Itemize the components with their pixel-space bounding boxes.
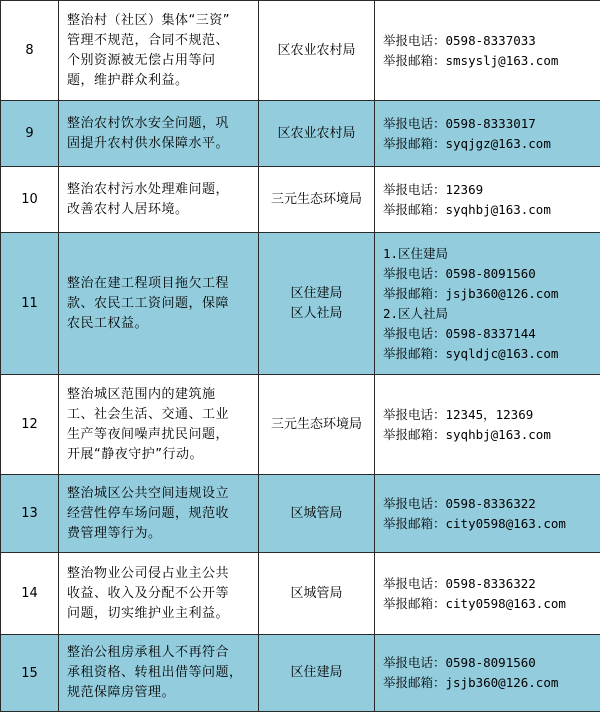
contact-line: 1.区住建局 xyxy=(383,244,600,264)
item-text-line: 费管理等行为。 xyxy=(67,524,254,544)
responsible-department xyxy=(259,167,375,233)
rectification-item xyxy=(59,475,259,553)
item-text-line: 承租资格、转租出借等问题， xyxy=(67,663,254,683)
item-text-line: 问题，切实维护业主利益。 xyxy=(67,604,254,624)
department-name: 区农业农村局 xyxy=(259,124,374,144)
item-text-line: 整治在建工程项目拖欠工程 xyxy=(67,274,254,294)
contact-line: 举报电话：0598-8091560 xyxy=(383,264,600,284)
contact-line: 举报邮箱：syqhbj@163.com xyxy=(383,425,600,445)
item-text-line: 改善农村人居环境。 xyxy=(67,200,254,220)
rectification-item xyxy=(59,375,259,475)
table-row xyxy=(1,101,600,167)
rectification-item xyxy=(59,1,259,101)
contact-line: 2.区人社局 xyxy=(383,304,600,324)
contact-line: 举报电话：0598-8091560 xyxy=(383,653,600,673)
row-number: 9 xyxy=(1,101,59,167)
report-contact xyxy=(375,233,600,375)
report-contact xyxy=(375,101,600,167)
report-contact xyxy=(375,1,600,101)
department-name: 区城管局 xyxy=(259,584,374,604)
row-number: 12 xyxy=(1,375,59,475)
report-contact xyxy=(375,475,600,553)
contact-line: 举报电话：0598-8337144 xyxy=(383,324,600,344)
item-text-line: 整治城区公共空间违规设立 xyxy=(67,484,254,504)
item-text-line: 生产等夜间噪声扰民问题， xyxy=(67,425,254,445)
responsible-department xyxy=(259,635,375,712)
table-row xyxy=(1,475,600,553)
contact-line: 举报邮箱：smsyslj@163.com xyxy=(383,51,600,71)
report-contact xyxy=(375,167,600,233)
row-number: 10 xyxy=(1,167,59,233)
table-row xyxy=(1,553,600,635)
contact-line: 举报邮箱：syqhbj@163.com xyxy=(383,200,600,220)
responsible-department xyxy=(259,101,375,167)
contact-line: 举报邮箱：city0598@163.com xyxy=(383,514,600,534)
item-text-line: 收益、收入及分配不公开等 xyxy=(67,584,254,604)
contact-line: 举报电话：0598-8336322 xyxy=(383,574,600,594)
item-text-line: 整治公租房承租人不再符合 xyxy=(67,643,254,663)
item-text-line: 整治物业公司侵占业主公共 xyxy=(67,564,254,584)
row-number: 8 xyxy=(1,1,59,101)
table-row xyxy=(1,375,600,475)
item-text-line: 开展“静夜守护”行动。 xyxy=(67,445,254,465)
report-contact xyxy=(375,375,600,475)
item-text-line: 题，维护群众利益。 xyxy=(67,71,254,91)
row-number: 14 xyxy=(1,553,59,635)
table-row xyxy=(1,233,600,375)
item-text-line: 整治农村污水处理难问题， xyxy=(67,180,254,200)
department-name: 区农业农村局 xyxy=(259,41,374,61)
department-name: 三元生态环境局 xyxy=(259,190,374,210)
contact-line: 举报电话：12369 xyxy=(383,180,600,200)
department-name: 区人社局 xyxy=(259,304,374,324)
item-text-line: 整治农村饮水安全问题，巩 xyxy=(67,114,254,134)
rectification-item xyxy=(59,553,259,635)
item-text-line: 管理不规范，合同不规范、 xyxy=(67,31,254,51)
responsible-department xyxy=(259,553,375,635)
item-text-line: 规范保障房管理。 xyxy=(67,683,254,703)
report-contact xyxy=(375,553,600,635)
contact-line: 举报邮箱：jsjb360@126.com xyxy=(383,673,600,693)
item-text-line: 款、农民工工资问题，保障 xyxy=(67,294,254,314)
contact-line: 举报邮箱：jsjb360@126.com xyxy=(383,284,600,304)
row-number: 13 xyxy=(1,475,59,553)
rectification-item xyxy=(59,233,259,375)
item-text-line: 个别资源被无偿占用等问 xyxy=(67,51,254,71)
item-text-line: 工、社会生活、交通、工业 xyxy=(67,405,254,425)
contact-line: 举报电话：0598-8333017 xyxy=(383,114,600,134)
contact-line: 举报邮箱：syqldjc@163.com xyxy=(383,344,600,364)
contact-line: 举报电话：0598-8336322 xyxy=(383,494,600,514)
table-row xyxy=(1,167,600,233)
item-text-line: 固提升农村供水保障水平。 xyxy=(67,134,254,154)
row-number: 11 xyxy=(1,233,59,375)
rectification-item xyxy=(59,635,259,712)
contact-line: 举报邮箱：city0598@163.com xyxy=(383,594,600,614)
responsible-department xyxy=(259,375,375,475)
department-name: 区住建局 xyxy=(259,663,374,683)
row-number: 15 xyxy=(1,635,59,712)
responsible-department xyxy=(259,233,375,375)
report-contact xyxy=(375,635,600,712)
rectification-item xyxy=(59,101,259,167)
contact-line: 举报邮箱：syqjgz@163.com xyxy=(383,134,600,154)
department-name: 区城管局 xyxy=(259,504,374,524)
department-name: 区住建局 xyxy=(259,284,374,304)
item-text-line: 整治村（社区）集体“三资” xyxy=(67,11,254,31)
responsible-department xyxy=(259,475,375,553)
item-text-line: 经营性停车场问题，规范收 xyxy=(67,504,254,524)
item-text-line: 农民工权益。 xyxy=(67,314,254,334)
rectification-item xyxy=(59,167,259,233)
department-name: 三元生态环境局 xyxy=(259,415,374,435)
contact-line: 举报电话：0598-8337033 xyxy=(383,31,600,51)
table-body xyxy=(1,1,600,712)
item-text-line: 整治城区范围内的建筑施 xyxy=(67,385,254,405)
contact-line: 举报电话：12345，12369 xyxy=(383,405,600,425)
responsible-department xyxy=(259,1,375,101)
table-row xyxy=(1,1,600,101)
table-row xyxy=(1,635,600,712)
